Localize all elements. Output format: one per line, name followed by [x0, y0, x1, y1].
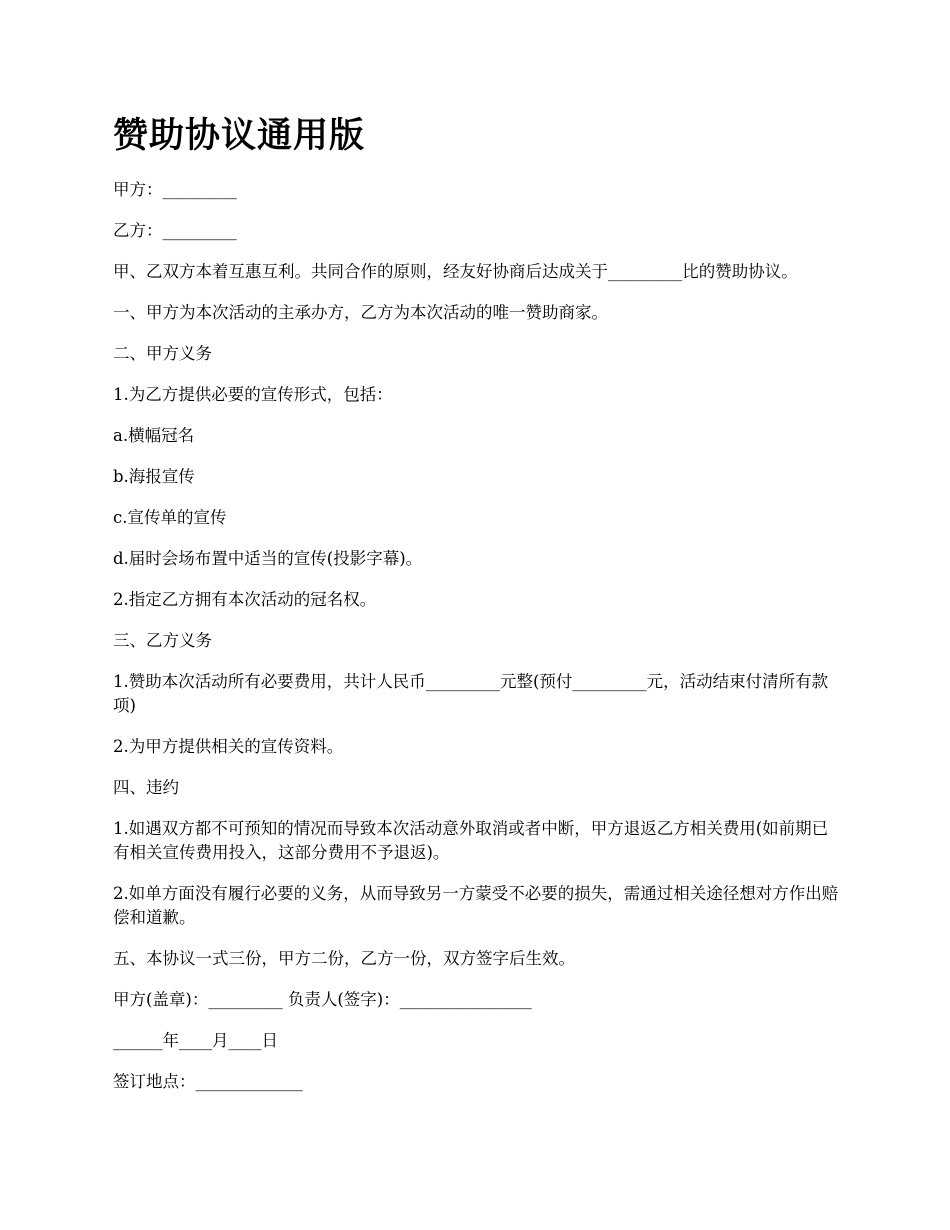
- clause-3-1: 1.赞助本次活动所有必要费用，共计人民币_________元整(预付_________元，活动结束付清所有款项): [113, 672, 829, 715]
- clause-4-2: 2.如单方面没有履行必要的义务，从而导致另一方蒙受不必要的损失，需通过相关途径想对方作出赔偿和道歉。: [113, 884, 839, 927]
- item-a: a.横幅冠名: [113, 426, 195, 445]
- date-line: ______年____月____日: [113, 1031, 278, 1050]
- party-b-line: 乙方：_________: [113, 221, 237, 240]
- intro-paragraph: 甲、乙双方本着互惠互利。共同合作的原则，经友好协商后达成关于_________比的赞助协议。: [113, 262, 798, 281]
- clause-5: 五、本协议一式三份，甲方二份，乙方一份，双方签字后生效。: [113, 949, 575, 968]
- clause-1: 一、甲方为本次活动的主承办方，乙方为本次活动的唯一赞助商家。: [113, 303, 608, 322]
- item-d: d.届时会场布置中适当的宣传(投影字幕)。: [113, 549, 423, 568]
- document-body: [113, 178, 843, 1094]
- party-a-line: 甲方：_________: [113, 180, 237, 199]
- signature-line: 甲方(盖章)：_________ 负责人(签字)：________________: [113, 990, 532, 1009]
- clause-2-1: 1.为乙方提供必要的宣传形式，包括：: [113, 385, 393, 404]
- document-page: [113, 112, 843, 1111]
- item-b: b.海报宣传: [113, 467, 195, 486]
- document-title: 赞助协议通用版: [113, 116, 366, 156]
- clause-4-1: 1.如遇双方都不可预知的情况而导致本次活动意外取消或者中断，甲方退返乙方相关费用(如前期已有相关宣传费用投入，这部分费用不予退返)。: [113, 819, 829, 862]
- section-3-heading: 三、乙方义务: [113, 631, 212, 650]
- clause-3-2: 2.为甲方提供相关的宣传资料。: [113, 737, 344, 756]
- section-4-heading: 四、违约: [113, 778, 179, 797]
- location-line: 签订地点：_____________: [113, 1072, 303, 1091]
- item-c: c.宣传单的宣传: [113, 508, 227, 527]
- section-2-heading: 二、甲方义务: [113, 344, 212, 363]
- clause-2-2: 2.指定乙方拥有本次活动的冠名权。: [113, 590, 377, 609]
